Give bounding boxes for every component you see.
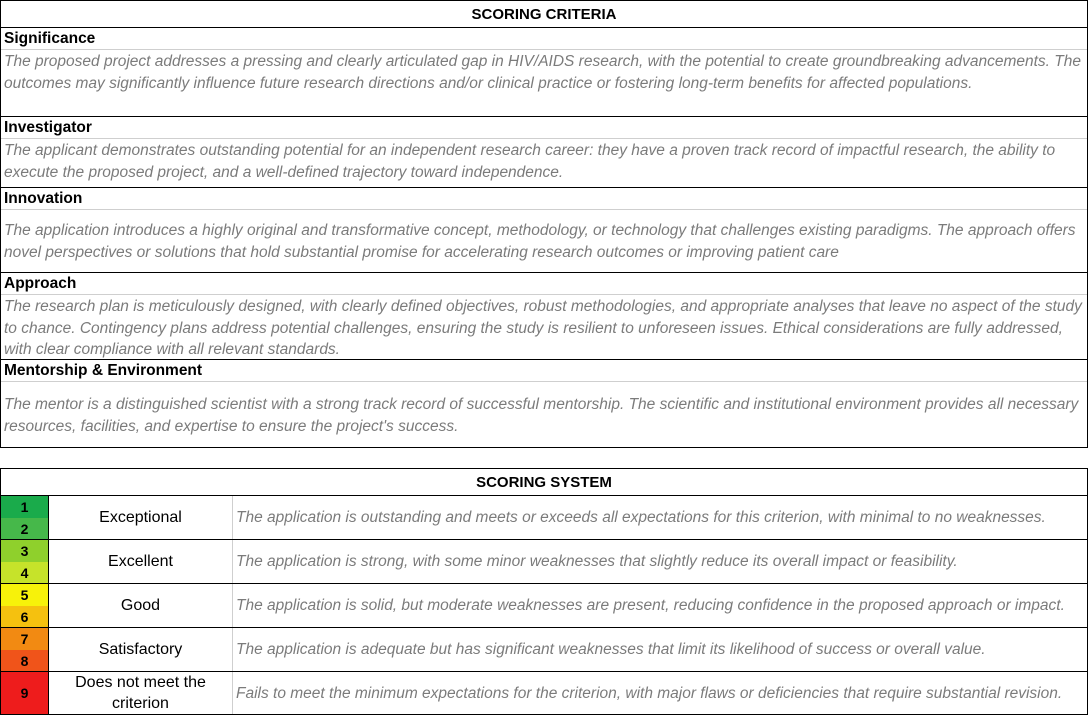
score-label: Excellent	[49, 540, 233, 583]
score-number: 4	[1, 562, 48, 584]
score-description: The application is outstanding and meets or exceeds all expectations for this criterion, with minimal to no weaknesses.	[236, 509, 1046, 526]
score-numbers	[1, 584, 49, 627]
score-row-good	[1, 584, 1087, 628]
criterion-name: Approach	[1, 273, 1087, 295]
score-number: 9	[1, 672, 48, 714]
score-label: Satisfactory	[49, 628, 233, 671]
score-numbers	[1, 496, 49, 539]
system-title: SCORING SYSTEM	[1, 469, 1087, 496]
criterion-name: Significance	[1, 28, 1087, 50]
criterion-approach	[1, 273, 1087, 360]
score-number: 5	[1, 584, 48, 606]
score-label: Does not meet the criterion	[49, 672, 233, 714]
score-row-exceptional	[1, 496, 1087, 540]
score-numbers	[1, 628, 49, 671]
score-label: Good	[49, 584, 233, 627]
criterion-innovation	[1, 188, 1087, 273]
score-label: Exceptional	[49, 496, 233, 539]
score-number: 2	[1, 518, 48, 540]
score-description: The application is strong, with some minor weaknesses that slightly reduce its overall impact or feasibility.	[236, 553, 958, 570]
score-description: The application is solid, but moderate weaknesses are present, reducing confidence in the proposed approach or impact.	[236, 597, 1065, 614]
score-row-does-not-meet	[1, 672, 1087, 714]
criterion-investigator	[1, 117, 1087, 188]
criterion-significance	[1, 28, 1087, 117]
scoring-system-table	[0, 468, 1088, 715]
score-description: Fails to meet the minimum expectations for the criterion, with major flaws or deficiencies that require substantial revision.	[236, 684, 1063, 702]
criterion-description: The application introduces a highly original and transformative concept, methodology, or technology that challenges existing paradigms. The approach offers novel perspectives or solutions that hold substantial promise for accelerating research outcomes or improving patient care	[4, 222, 1076, 261]
score-row-satisfactory	[1, 628, 1087, 672]
score-number: 7	[1, 628, 48, 650]
score-number: 3	[1, 540, 48, 562]
criterion-mentorship-environment	[1, 360, 1087, 446]
criterion-description: The research plan is meticulously designed, with clearly defined objectives, robust methodologies, and appropriate analyses that leave no aspect of the study to chance. Contingency plans address potential challenges, ensuring the study is resilient to unforeseen issues. Ethical considerations are fully addressed, with clear compliance with all relevant standards.	[4, 298, 1082, 358]
criterion-description: The mentor is a distinguished scientist with a strong track record of successful mentorship. The scientific and institutional environment provides all necessary resources, facilities, and expertise to ensure the project's success.	[4, 396, 1079, 435]
score-numbers	[1, 540, 49, 583]
score-numbers	[1, 672, 49, 714]
score-number: 6	[1, 606, 48, 628]
criterion-description: The applicant demonstrates outstanding potential for an independent research career: they have a proven track record of impactful research, the ability to execute the proposed project, and a well-defined trajectory toward independence.	[4, 142, 1056, 181]
criterion-description: The proposed project addresses a pressing and clearly articulated gap in HIV/AIDS research, with the potential to create groundbreaking advancements. The outcomes may significantly influence future research directions and/or clinical practice or fostering long-term benefits for affected populations.	[4, 53, 1082, 92]
criterion-name: Innovation	[1, 188, 1087, 210]
score-row-excellent	[1, 540, 1087, 584]
score-number: 8	[1, 650, 48, 672]
criteria-title: SCORING CRITERIA	[1, 1, 1087, 28]
score-description: The application is adequate but has significant weaknesses that limit its likelihood of success or overall value.	[236, 641, 986, 658]
criterion-name: Investigator	[1, 117, 1087, 139]
criterion-name: Mentorship & Environment	[1, 360, 1087, 382]
score-number: 1	[1, 496, 48, 518]
